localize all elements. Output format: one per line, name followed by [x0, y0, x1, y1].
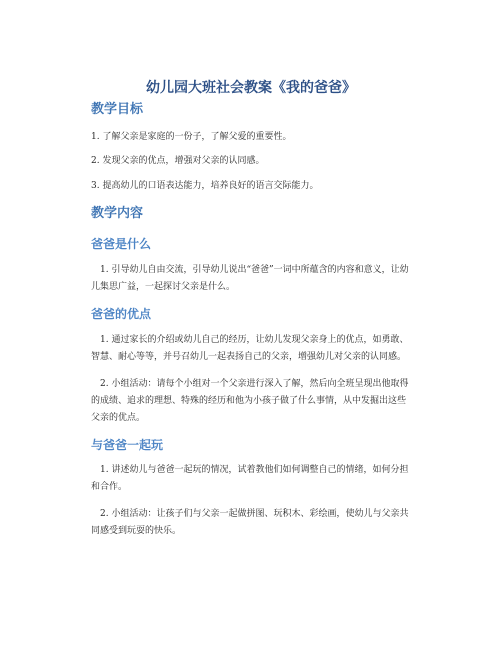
- objective-item-3: 3. 提高幼儿的口语表达能力，培养良好的语言交际能力。: [91, 181, 319, 191]
- content-item-what-is-dad-1: 1. 引导幼儿自由交流，引导幼儿说出“爸爸”一词中所蕴含的内容和意义，让幼儿集思广益，一起探讨父亲是什么。: [91, 265, 409, 292]
- section-heading-content: 教学内容: [91, 206, 144, 221]
- page-title: 幼儿园大班社会教案《我的爸爸》: [146, 80, 356, 96]
- content-item-dad-strengths-2: 2. 小组活动：请每个小组对一个父亲进行深入了解，然后向全班呈现出他取得的成绩、追求的理想、特殊的经历和他为小孩子做了什么事情，从中发掘出这些父亲的优点。: [91, 379, 409, 423]
- content-item-dad-strengths-1: 1. 通过家长的介绍或幼儿自己的经历，让幼儿发现父亲身上的优点，如勇敢、智慧、耐心等等，并号召幼儿一起表扬自己的父亲，增强幼儿对父亲的认同感。: [91, 335, 409, 362]
- subsection-heading-what-is-dad: 爸爸是什么: [91, 237, 152, 251]
- subsection-heading-dad-strengths: 爸爸的优点: [91, 307, 152, 321]
- content-item-play-with-dad-2: 2. 小组活动：让孩子们与父亲一起做拼图、玩积木、彩绘画，使幼儿与父亲共同感受到玩耍的快乐。: [91, 509, 409, 536]
- objective-item-2: 2. 发现父亲的优点，增强对父亲的认同感。: [91, 156, 265, 166]
- subsection-heading-play-with-dad: 与爸爸一起玩: [91, 438, 164, 452]
- section-heading-objectives: 教学目标: [91, 102, 144, 117]
- content-item-play-with-dad-1: 1. 讲述幼儿与爸爸一起玩的情况，试着教他们如何调整自己的情绪，如何分担和合作。: [91, 465, 409, 492]
- objective-item-1: 1. 了解父亲是家庭的一份子，了解父爱的重要性。: [91, 132, 292, 142]
